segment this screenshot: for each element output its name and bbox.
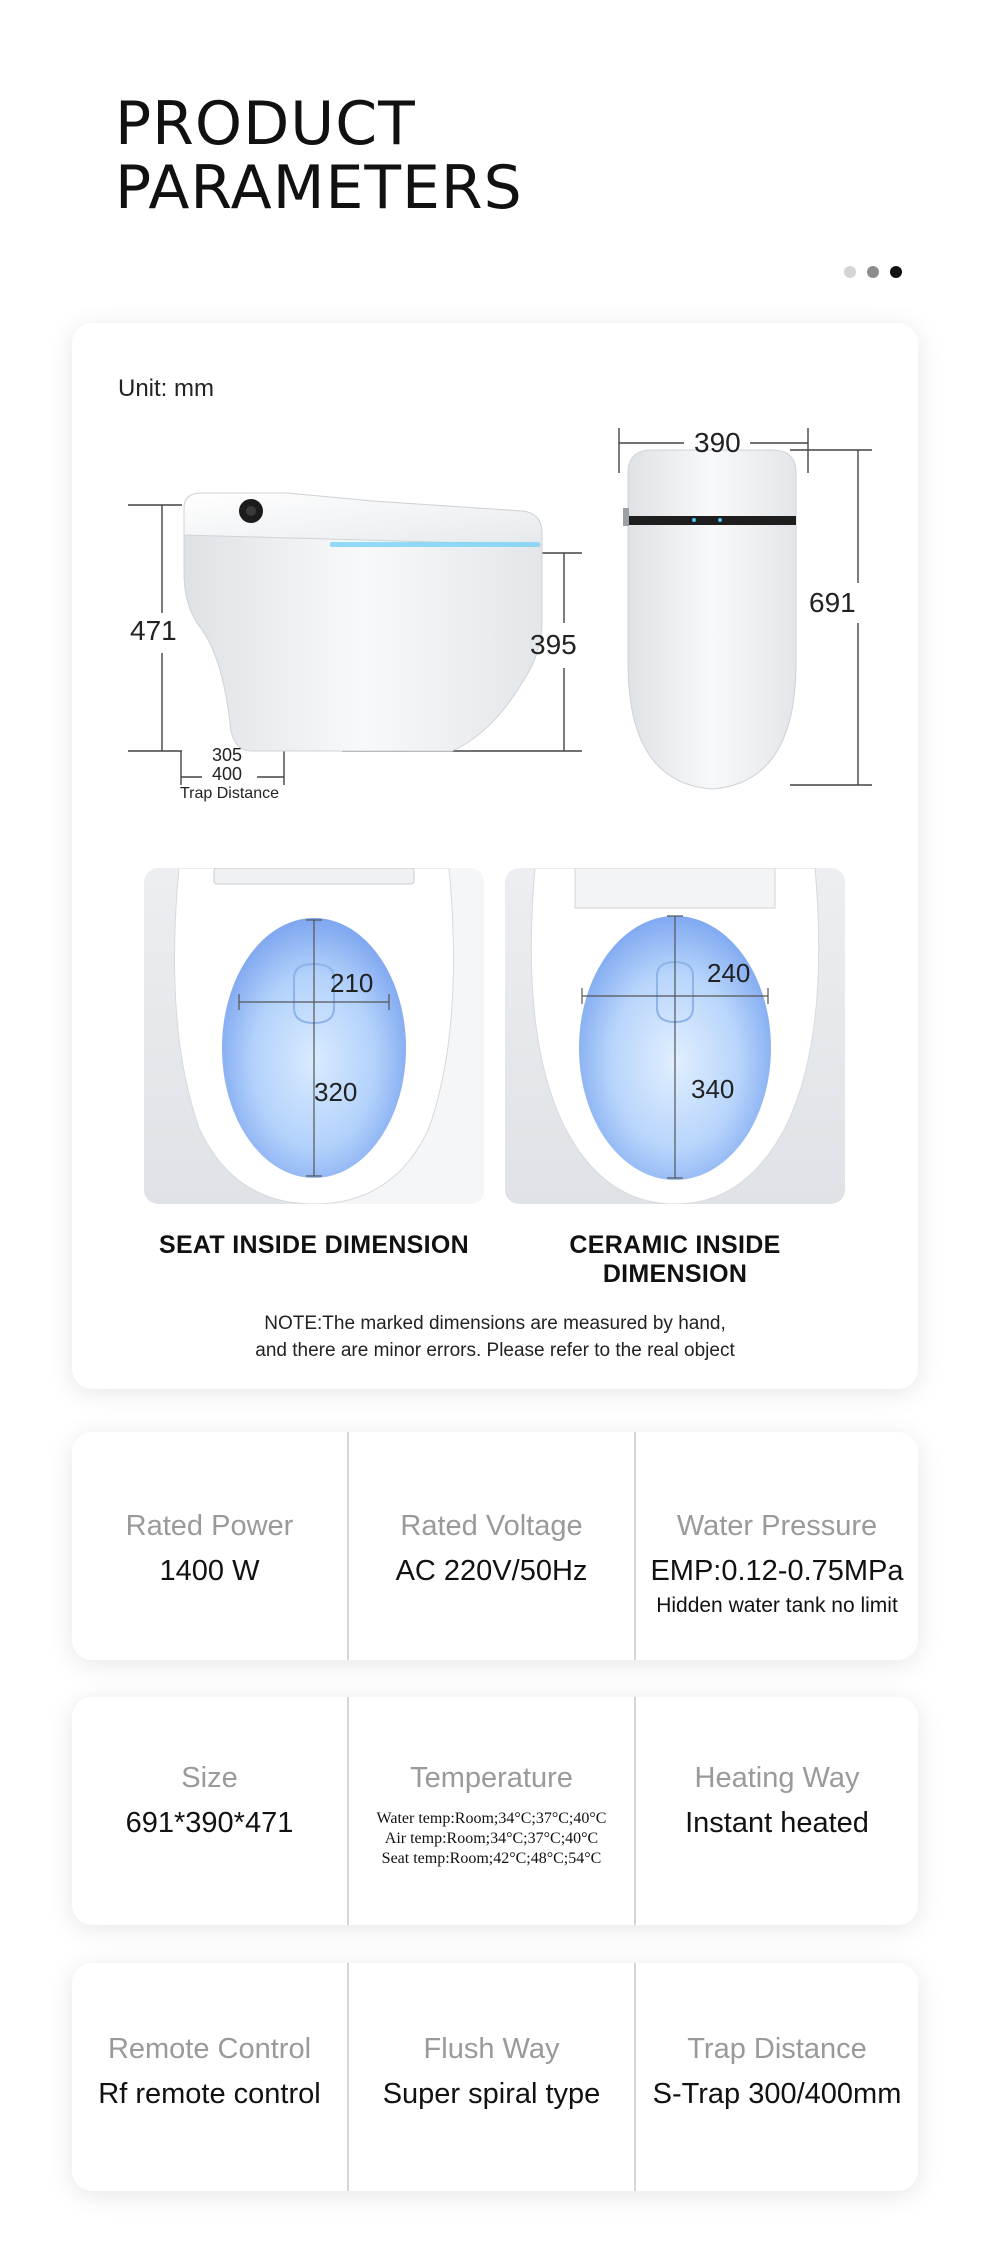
ceramic-inside-image [505,868,845,1204]
width-390: 390 [694,427,741,458]
spec-rated-power [72,1432,347,1660]
bowl-height-395: 395 [530,629,577,660]
carousel-dot-1[interactable] [844,266,856,278]
ceramic-inside-caption: CERAMIC INSIDE DIMENSION [569,1231,781,1288]
dimensions-card [72,323,918,1389]
spec-label: Size [181,1762,238,1794]
spec-value: EMP:0.12-0.75MPa [650,1555,904,1587]
spec-label: Remote Control [107,2033,312,2065]
spec-label: Water Pressure [676,1510,878,1542]
carousel-dot-3[interactable] [890,266,902,278]
unit-label: Unit: mm [118,375,214,402]
trap-305: 305 [212,745,243,765]
seat-width-210: 210 [330,968,374,998]
spec-value: Rf remote control [98,2078,321,2110]
carousel-dot-2[interactable] [867,266,879,278]
measurement-note [72,1310,918,1364]
seat-inside-image [144,868,484,1204]
water-temp: Water temp:Room;34°C;37°C;40°C [376,1810,607,1827]
spec-value: 1400 W [159,1555,260,1587]
seat-inside-caption: SEAT INSIDE DIMENSION [158,1231,470,1259]
trap-400: 400 [212,764,243,784]
toilet-side-view-illustration [72,323,918,863]
spec-label: Temperature [410,1762,573,1794]
note-line-2: and there are minor errors. Please refer to the real object [255,1340,735,1361]
note-line-1: NOTE:The marked dimensions are measured by hand, [264,1313,726,1334]
temperature-lines [349,1809,634,1869]
spec-card-1 [72,1432,918,1660]
spec-label: Heating Way [694,1762,860,1794]
spec-value: Super spiral type [382,2078,601,2110]
spec-value: Instant heated [685,1807,869,1839]
spec-value: 691*390*471 [125,1807,294,1839]
length-691: 691 [809,587,856,618]
ceramic-length-340: 340 [691,1074,735,1104]
spec-flush-way [349,1963,634,2191]
spec-card-2 [72,1697,918,1925]
spec-label: Flush Way [423,2033,560,2065]
spec-card-3 [72,1963,918,2191]
spec-label: Trap Distance [687,2033,867,2065]
height-471: 471 [130,615,177,646]
carousel-dots [844,266,902,278]
spec-size [72,1697,347,1925]
title-line-2: PARAMETERS [115,153,523,223]
seat-temp: Seat temp:Room;42°C;48°C;54°C [381,1850,602,1867]
spec-rated-voltage [349,1432,634,1660]
spec-trap-distance [636,1963,918,2191]
air-temp: Air temp:Room;34°C;37°C;40°C [384,1830,599,1847]
spec-value: S-Trap 300/400mm [652,2078,902,2110]
spec-remote-control [72,1963,347,2191]
ceramic-width-240: 240 [707,958,751,988]
seat-inside-illustration [144,868,484,1204]
spec-label: Rated Power [125,1510,294,1542]
spec-subtext: Hidden water tank no limit [656,1594,898,1617]
spec-label: Rated Voltage [400,1510,583,1542]
page-title [115,89,523,223]
spec-water-pressure [636,1432,918,1660]
spec-temperature [349,1697,634,1925]
spec-heating-way [636,1697,918,1925]
title-line-1: PRODUCT [115,89,416,159]
ceramic-inside-illustration [505,868,845,1204]
seat-length-320: 320 [314,1077,358,1107]
spec-value: AC 220V/50Hz [395,1555,588,1587]
trap-distance-label: Trap Distance [180,785,279,802]
